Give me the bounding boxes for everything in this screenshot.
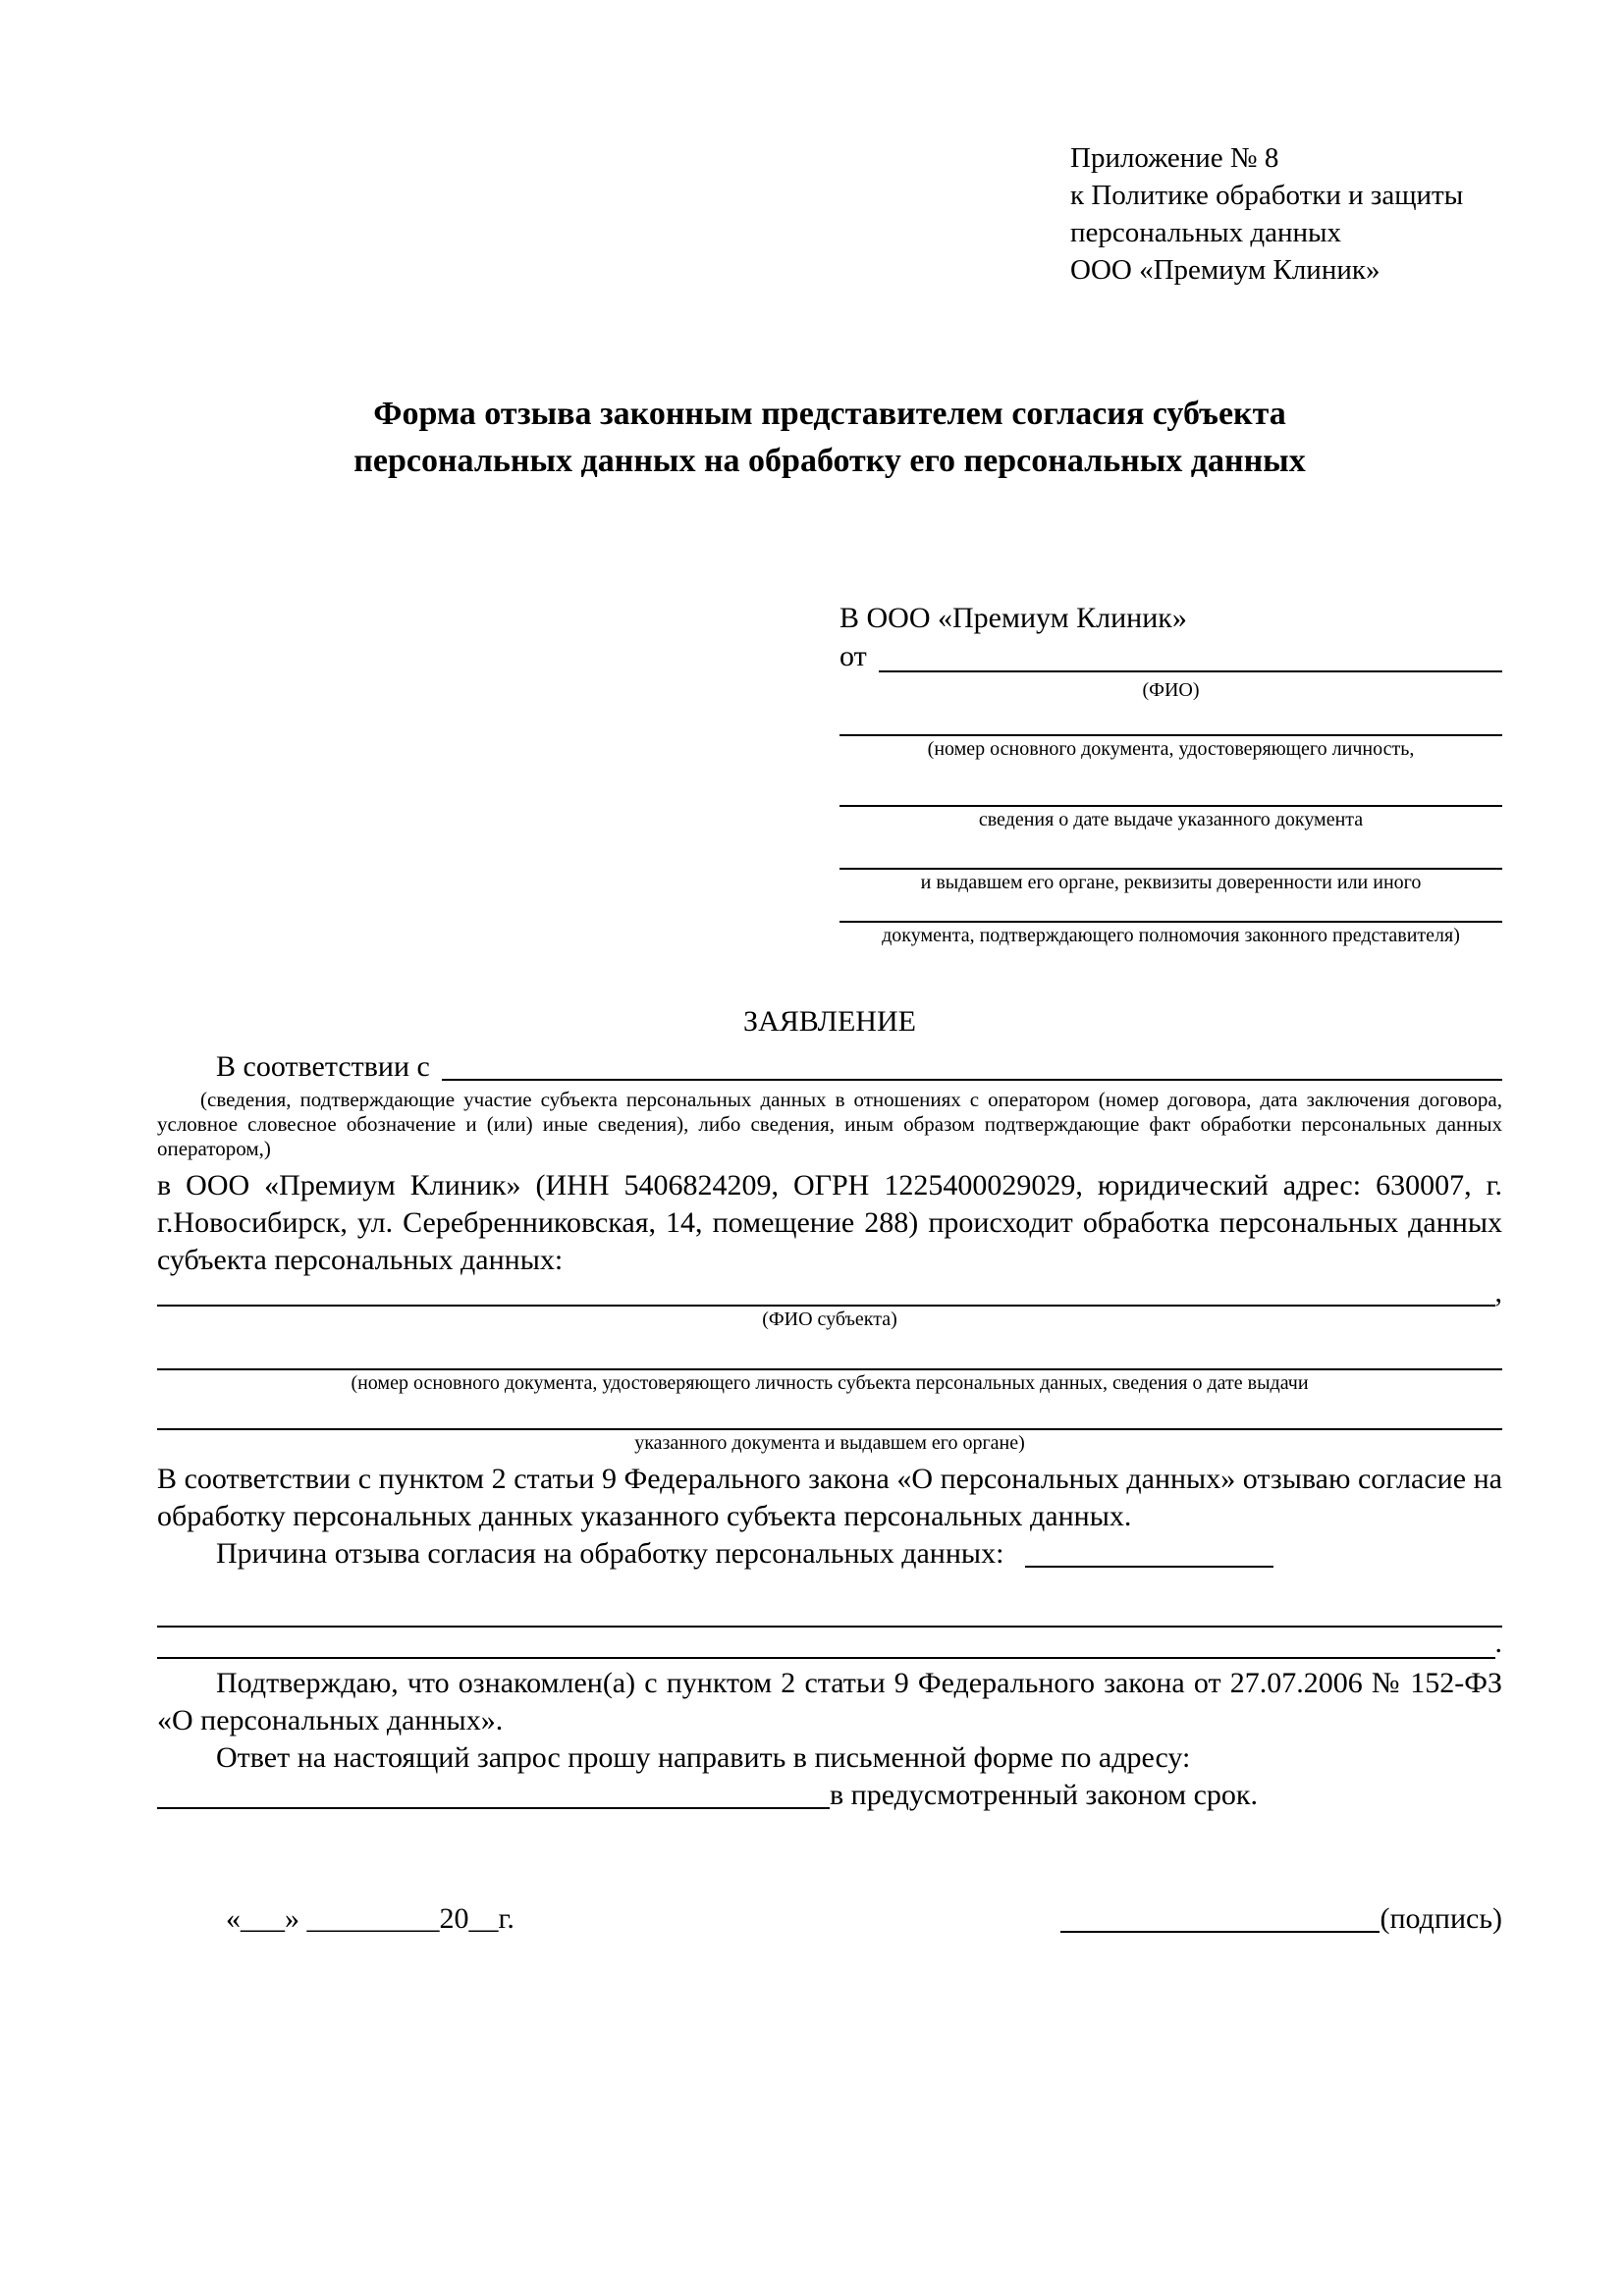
reason-blank-line-1 [157, 1573, 1502, 1628]
representative-doc-caption: (номер основного документа, удостоверяющего личность, [927, 738, 1415, 760]
annex-line-3: персональных данных [1070, 217, 1342, 248]
reason-label: Причина отзыва согласия на обработку персональных данных: [216, 1537, 1004, 1570]
from-label: от [839, 640, 867, 672]
annex-header [1070, 139, 1502, 289]
accordance-field [157, 1048, 1502, 1086]
signature-blank-line [1060, 1900, 1380, 1933]
subject-doc-blank-line [157, 1332, 1502, 1370]
reply-address-field [157, 1777, 1502, 1814]
authority-doc-blank-line [839, 895, 1502, 923]
signature-field [1060, 1900, 1502, 1938]
operator-paragraph: в ООО «Премиум Клиник» (ИНН 5406824209, ОГРН 1225400029029, юридический адрес: 630007, г. г.Новосибирск, ул. Серебренниковская, 14, помещение 288) происходит обработка персональных данных субъекта персональных данных: [157, 1169, 1502, 1276]
reply-tail-text: в предусмотренный законом срок. [830, 1779, 1258, 1811]
reply-address-blank-line [157, 1777, 830, 1809]
addressee-block [839, 599, 1502, 948]
representative-doc-blank-line [839, 703, 1502, 736]
reason-blank-line-2 [157, 1628, 1495, 1659]
fio-caption: (ФИО) [1142, 679, 1200, 701]
addressee-to: В ООО «Премиум Клиник» [839, 602, 1187, 634]
annex-line-1: Приложение № 8 [1070, 142, 1279, 174]
document-title-line-1: Форма отзыва законным представителем согласия субъекта [373, 396, 1286, 432]
issue-date-blank-line [839, 762, 1502, 807]
reason-blank-line-short [1025, 1535, 1273, 1568]
reason-field [157, 1535, 1502, 1573]
confirmation-paragraph: Подтверждаю, что ознакомлен(а) с пунктом 2 статьи 9 Федерального закона от 27.07.2006 № 152-ФЗ «О персональных данных». [157, 1667, 1502, 1736]
document-title-line-2: персональных данных на обработку его персональных данных [353, 443, 1306, 479]
subject-fio-line-comma: , [1494, 1276, 1502, 1308]
date-blank: «___» _________20__г. [226, 1902, 514, 1935]
accordance-label: В соответствии с [216, 1050, 430, 1083]
subject-fio-caption: (ФИО субъекта) [762, 1308, 897, 1330]
accordance-blank-line [442, 1048, 1502, 1081]
reason-blank-line-2-row [157, 1628, 1502, 1659]
signature-caption: (подпись) [1380, 1902, 1502, 1935]
annex-line-4: ООО «Премиум Клиник» [1070, 254, 1380, 286]
document-title [157, 391, 1502, 485]
reply-request-paragraph: Ответ на настоящий запрос прошу направить в письменной форме по адресу: [216, 1741, 1191, 1774]
issue-date-caption: сведения о дате выдаче указанного документа [978, 809, 1364, 830]
signing-row [157, 1900, 1502, 1938]
subject-doc-caption-2: указанного документа и выдавшем его органе) [634, 1432, 1025, 1454]
subject-fio-field [157, 1276, 1502, 1308]
subject-doc-authority-blank-line [157, 1396, 1502, 1430]
accordance-note: (сведения, подтверждающие участие субъекта персональных данных в отношениях с оператором (номер договора, дата заключения договора, условное словесное обозначение и (или) иные сведения), либо сведения, иным образом подтверждающие факт обработки персональных данных оператором,) [157, 1088, 1502, 1160]
authority-doc-caption: документа, подтверждающего полномочия законного представителя) [882, 925, 1460, 946]
statement-heading: ЗАЯВЛЕНИЕ [743, 1005, 916, 1038]
issuing-authority-blank-line [839, 832, 1502, 870]
subject-doc-caption-1: (номер основного документа, удостоверяющего личность субъекта персональных данных, сведения о дате выдачи [351, 1372, 1309, 1394]
withdrawal-paragraph: В соответствии с пунктом 2 статьи 9 Федерального закона «О персональных данных» отзываю согласие на обработку персональных данных указанного субъекта персональных данных. [157, 1463, 1502, 1532]
from-field [839, 638, 1502, 677]
subject-fio-blank-line [157, 1279, 1495, 1307]
reason-line-period: . [1494, 1627, 1502, 1659]
issuing-authority-caption: и выдавшем его органе, реквизиты доверенности или иного [920, 872, 1422, 893]
from-blank-line [879, 638, 1502, 672]
annex-line-2: к Политике обработки и защиты [1070, 180, 1464, 211]
